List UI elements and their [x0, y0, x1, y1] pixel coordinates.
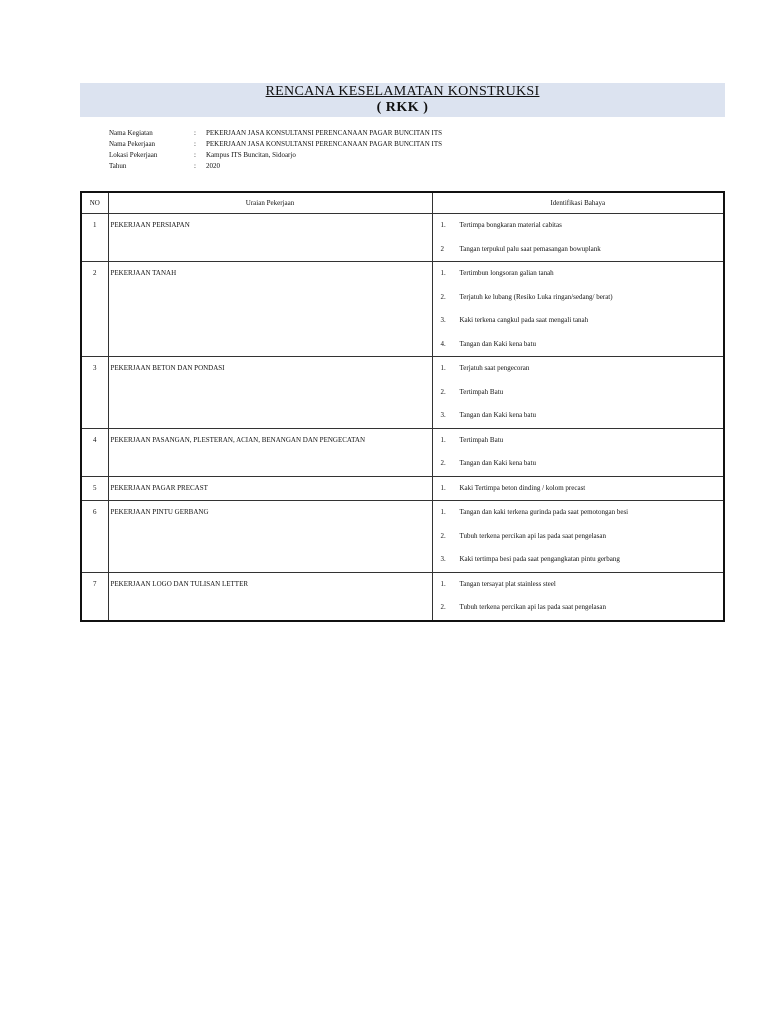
hazard-item — [433, 477, 724, 501]
meta-row-pekerjaan — [109, 139, 709, 150]
hazard-number: 1. — [440, 579, 446, 588]
hazard-text: Tubuh terkena percikan api las pada saat pengelasan — [459, 603, 606, 611]
meta-label: Nama Pekerjaan — [109, 140, 156, 148]
hazard-item — [433, 501, 724, 525]
hazard-text: Tertimpah Batu — [459, 387, 504, 396]
hazard-number: 1. — [440, 364, 446, 372]
hazard-text: Terjatuh saat pengecoran — [459, 364, 530, 372]
header-no: NO — [81, 192, 108, 214]
hazard-number: 2. — [440, 292, 446, 301]
hazard-number: 2. — [440, 603, 446, 611]
hazard-item — [433, 286, 724, 310]
hazard-number: 1. — [440, 508, 446, 516]
hazard-cell — [432, 214, 724, 262]
rkk-table — [80, 191, 725, 622]
project-info — [109, 128, 709, 172]
hazard-item — [433, 573, 724, 597]
hazard-text: Kaki terkena cangkul pada saat mengali tanah — [459, 316, 589, 324]
meta-row-lokasi — [109, 150, 709, 161]
meta-colon: : — [194, 162, 196, 170]
meta-colon: : — [194, 151, 196, 159]
work-item: PEKERJAAN PAGAR PRECAST — [108, 476, 432, 501]
hazard-number: 2. — [440, 459, 446, 467]
header-uraian: Uraian Pekerjaan — [108, 192, 432, 214]
meta-label: Nama Kegiatan — [109, 129, 153, 137]
hazard-list — [433, 501, 724, 572]
table-header-row — [81, 192, 724, 214]
hazard-item — [433, 404, 724, 428]
hazard-number: 1. — [440, 221, 446, 229]
table-row — [81, 476, 724, 501]
document-title: RENCANA KESELAMATAN KONSTRUKSI — [265, 84, 540, 99]
table-row — [81, 428, 724, 476]
hazard-text: Tangan terpukul palu saat pemasangan bowuplank — [459, 244, 601, 253]
row-number: 1 — [81, 214, 108, 262]
work-item: PEKERJAAN PERSIAPAN — [108, 214, 432, 262]
hazard-text: Tertimbun longsoran galian tanah — [459, 269, 554, 277]
hazard-item — [433, 214, 724, 238]
row-number: 6 — [81, 501, 108, 573]
hazard-cell — [432, 476, 724, 501]
hazard-number: 4. — [440, 339, 446, 348]
table-row — [81, 357, 724, 429]
hazard-list — [433, 262, 724, 356]
hazard-text: Tangan dan Kaki kena batu — [459, 339, 536, 348]
header-identifikasi: Identifikasi Bahaya — [432, 192, 724, 214]
hazard-item — [433, 596, 724, 620]
table-row — [81, 501, 724, 573]
meta-colon: : — [194, 129, 196, 137]
meta-row-kegiatan — [109, 128, 709, 139]
hazard-cell — [432, 428, 724, 476]
hazard-number: 1. — [440, 435, 446, 444]
hazard-list — [433, 573, 724, 620]
hazard-list — [433, 429, 724, 476]
hazard-number: 3. — [440, 411, 446, 419]
title-band — [80, 83, 725, 117]
table-row — [81, 262, 724, 357]
hazard-item — [433, 333, 724, 357]
hazard-number: 1. — [440, 483, 446, 492]
hazard-list — [433, 214, 724, 261]
hazard-item — [433, 525, 724, 549]
hazard-text: Tangan dan Kaki kena batu — [459, 459, 536, 467]
hazard-item — [433, 262, 724, 286]
table-row — [81, 214, 724, 262]
hazard-number: 3. — [440, 316, 446, 324]
hazard-text: Tangan dan kaki terkena gurinda pada saat pemotongan besi — [459, 508, 629, 516]
hazard-cell — [432, 262, 724, 357]
meta-colon: : — [194, 140, 196, 148]
row-number: 4 — [81, 428, 108, 476]
hazard-text: Tangan dan Kaki kena batu — [459, 411, 536, 419]
row-number: 2 — [81, 262, 108, 357]
hazard-list — [433, 477, 724, 501]
meta-value: 2020 — [206, 162, 220, 170]
work-item: PEKERJAAN PASANGAN, PLESTERAN, ACIAN, BENANGAN DAN PENGECATAN — [108, 428, 432, 476]
hazard-number: 2. — [440, 531, 446, 540]
hazard-item — [433, 309, 724, 333]
table-row — [81, 572, 724, 621]
work-item: PEKERJAAN TANAH — [108, 262, 432, 357]
hazard-cell — [432, 357, 724, 429]
hazard-item — [433, 429, 724, 453]
row-number: 5 — [81, 476, 108, 501]
hazard-item — [433, 381, 724, 405]
work-item: PEKERJAAN PINTU GERBANG — [108, 501, 432, 573]
hazard-number: 2. — [440, 387, 446, 396]
meta-label: Lokasi Pekerjaan — [109, 151, 158, 159]
hazard-number: 3. — [440, 555, 446, 563]
meta-row-tahun — [109, 161, 709, 172]
work-item: PEKERJAAN LOGO DAN TULISAN LETTER — [108, 572, 432, 621]
work-item: PEKERJAAN BETON DAN PONDASI — [108, 357, 432, 429]
hazard-item — [433, 357, 724, 381]
hazard-number: 2 — [440, 244, 444, 253]
row-number: 7 — [81, 572, 108, 621]
meta-label: Tahun — [109, 162, 127, 170]
hazard-text: Terjatuh ke lubang (Resiko Luka ringan/sedang/ berat) — [459, 292, 613, 301]
meta-value: Kampus ITS Buncitan, Sidoarjo — [206, 151, 296, 159]
hazard-text: Tubuh terkena percikan api las pada saat pengelasan — [459, 531, 606, 540]
hazard-text: Tertimpa bongkaran material cabitas — [459, 221, 562, 229]
hazard-text: Tertimpah Batu — [459, 435, 504, 444]
meta-value: PEKERJAAN JASA KONSULTANSI PERENCANAAN PAGAR BUNCITAN ITS — [206, 129, 443, 137]
document-subtitle: ( RKK ) — [376, 100, 429, 115]
hazard-cell — [432, 501, 724, 573]
meta-value: PEKERJAAN JASA KONSULTANSI PERENCANAAN PAGAR BUNCITAN ITS — [206, 140, 443, 148]
hazard-item — [433, 548, 724, 572]
hazard-text: Kaki Tertimpa beton dinding / kolom precast — [459, 483, 586, 492]
hazard-item — [433, 238, 724, 262]
hazard-list — [433, 357, 724, 428]
hazard-text: Kaki tertimpa besi pada saat pengangkatan pintu gerbang — [459, 555, 620, 563]
hazard-text: Tangan tersayat plat stainless steel — [459, 579, 556, 588]
hazard-item — [433, 452, 724, 476]
hazard-cell — [432, 572, 724, 621]
row-number: 3 — [81, 357, 108, 429]
hazard-number: 1. — [440, 269, 446, 277]
